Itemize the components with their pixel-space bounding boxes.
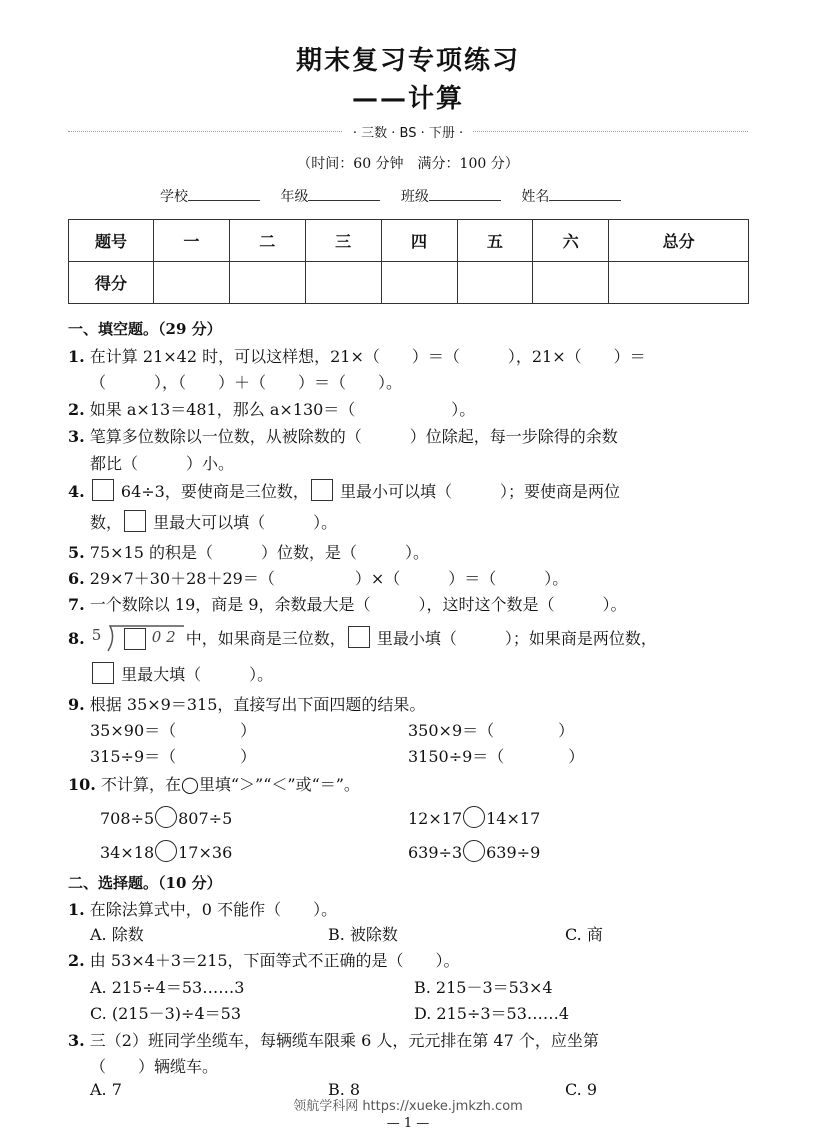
option[interactable]: B. 被除数 [328, 925, 398, 944]
option[interactable]: B. 8 [328, 1080, 361, 1099]
compare-circle[interactable] [155, 840, 177, 862]
answer-box[interactable] [92, 662, 114, 684]
q9-item: 315÷9＝（ ） [90, 747, 257, 766]
question-1-1-cont: （ ），（ ）＋（ ）＝（ ）。 [90, 373, 403, 392]
option[interactable]: D. 215÷3＝53……4 [414, 1004, 570, 1023]
field-class[interactable]: 班级 [401, 186, 501, 206]
option[interactable]: A. 除数 [90, 925, 144, 944]
answer-box[interactable] [348, 626, 370, 648]
q9-item: 350×9＝（ ） [408, 721, 575, 740]
header-cell: 三 [305, 220, 381, 262]
question-1-9: 9. 根据 35×9＝315，直接写出下面四题的结果。 [68, 695, 426, 714]
section2-title: 二、选择题。（10 分） [68, 874, 222, 892]
answer-box[interactable] [311, 479, 333, 501]
answer-box[interactable] [124, 510, 146, 532]
question-1-8-cont: 里最大填（ ）。 [90, 662, 273, 685]
option[interactable]: A. 7 [90, 1080, 122, 1099]
score-cell[interactable] [609, 262, 749, 304]
score-cell[interactable] [305, 262, 381, 304]
header-cell: 一 [154, 220, 230, 262]
question-1-10: 10. 不计算，在◯里填“＞”“＜”或“＝”。 [68, 775, 360, 794]
page-subtitle: ——计算 [351, 84, 464, 114]
question-2-1: 1. 在除法算式中，0 不能作（ ）。 [68, 900, 338, 919]
score-cell[interactable] [457, 262, 533, 304]
question-1-3: 3. 笔算多位数除以一位数，从被除数的（ ）位除起，每一步除得的余数 [68, 427, 618, 446]
score-table-score-row [69, 262, 749, 304]
question-2-2: 2. 由 53×4＋3＝215，下面等式不正确的是（ ）。 [68, 951, 460, 970]
student-info-fields [160, 186, 637, 206]
watermark: 领航学科网 https://xueke.jmkzh.com [293, 1099, 523, 1114]
compare-circle[interactable] [463, 840, 485, 862]
question-1-6: 6. 29×7＋30＋28＋29＝（ ）×（ ）＝（ ）。 [68, 569, 569, 588]
question-1-7: 7. 一个数除以 19，商是 9，余数最大是（ ），这时这个数是（ ）。 [68, 595, 627, 614]
score-cell[interactable] [229, 262, 305, 304]
page-number: — 1 — [386, 1116, 430, 1131]
score-table [68, 219, 749, 304]
q9-item: 3150÷9＝（ ） [408, 747, 585, 766]
dividend-digits: 0 2 [151, 628, 176, 646]
question-1-5: 5. 75×15 的积是（ ）位数，是（ ）。 [68, 543, 430, 562]
compare-circle[interactable] [463, 806, 485, 828]
header-cell: 总分 [609, 220, 749, 262]
header-cell: 五 [457, 220, 533, 262]
score-cell[interactable] [154, 262, 230, 304]
compare-item: 708÷5 807÷5 [100, 806, 232, 828]
field-school[interactable]: 学校 [160, 186, 260, 206]
option[interactable]: B. 215－3＝53×4 [414, 978, 553, 997]
compare-item: 12×17 14×17 [408, 806, 540, 828]
compare-item: 639÷3 639÷9 [408, 840, 540, 862]
option[interactable]: A. 215÷4＝53……3 [90, 978, 245, 997]
question-1-8: 8. 5 0 2 中，如果商是三位数， 里最小填（ ）；如果商是两位数， [68, 624, 657, 652]
question-2-3: 3. 三（2）班同学坐缆车，每辆缆车限乘 6 人，元元排在第 47 个，应坐第 [68, 1031, 599, 1050]
answer-box[interactable] [124, 628, 146, 650]
question-1-4: 4. 64÷3，要使商是三位数， 里最小可以填（ ）；要使商是两位 [68, 479, 620, 502]
section1-title: 一、填空题。（29 分） [68, 320, 222, 338]
time-info: （时间：60 分钟 满分：100 分） [297, 156, 519, 172]
score-cell[interactable] [381, 262, 457, 304]
field-name[interactable]: 姓名 [521, 186, 621, 206]
header-cell: 二 [229, 220, 305, 262]
question-1-1: 1. 在计算 21×42 时，可以这样想，21×（ ）＝（ ），21×（ ）＝ [68, 347, 646, 366]
header-cell: 四 [381, 220, 457, 262]
question-1-3-cont: 都比（ ）小。 [90, 454, 235, 473]
divisor-digit: 5 [91, 626, 102, 644]
option[interactable]: C. 9 [565, 1080, 598, 1099]
row-label: 得分 [69, 262, 154, 304]
field-grade[interactable]: 年级 [280, 186, 380, 206]
option[interactable]: C. (215－3)÷4＝53 [90, 1004, 241, 1023]
score-cell[interactable] [533, 262, 609, 304]
question-2-3-cont: （ ）辆缆车。 [90, 1057, 219, 1076]
long-division-figure [90, 624, 186, 652]
question-1-2: 2. 如果 a×13＝481，那么 a×130＝（ ）。 [68, 400, 476, 419]
q9-item: 35×90＝（ ） [90, 721, 257, 740]
question-1-4-cont: 数， 里最大可以填（ ）。 [90, 510, 337, 533]
edition-tag: · 三数 · BS · 下册 · [0, 122, 816, 141]
page-title: 期末复习专项练习 [295, 46, 520, 76]
header-cell: 题号 [69, 220, 154, 262]
option[interactable]: C. 商 [565, 925, 603, 944]
compare-item: 34×18 17×36 [100, 840, 232, 862]
answer-box[interactable] [92, 479, 114, 501]
header-cell: 六 [533, 220, 609, 262]
score-table-header-row [69, 220, 749, 262]
compare-circle[interactable] [155, 806, 177, 828]
